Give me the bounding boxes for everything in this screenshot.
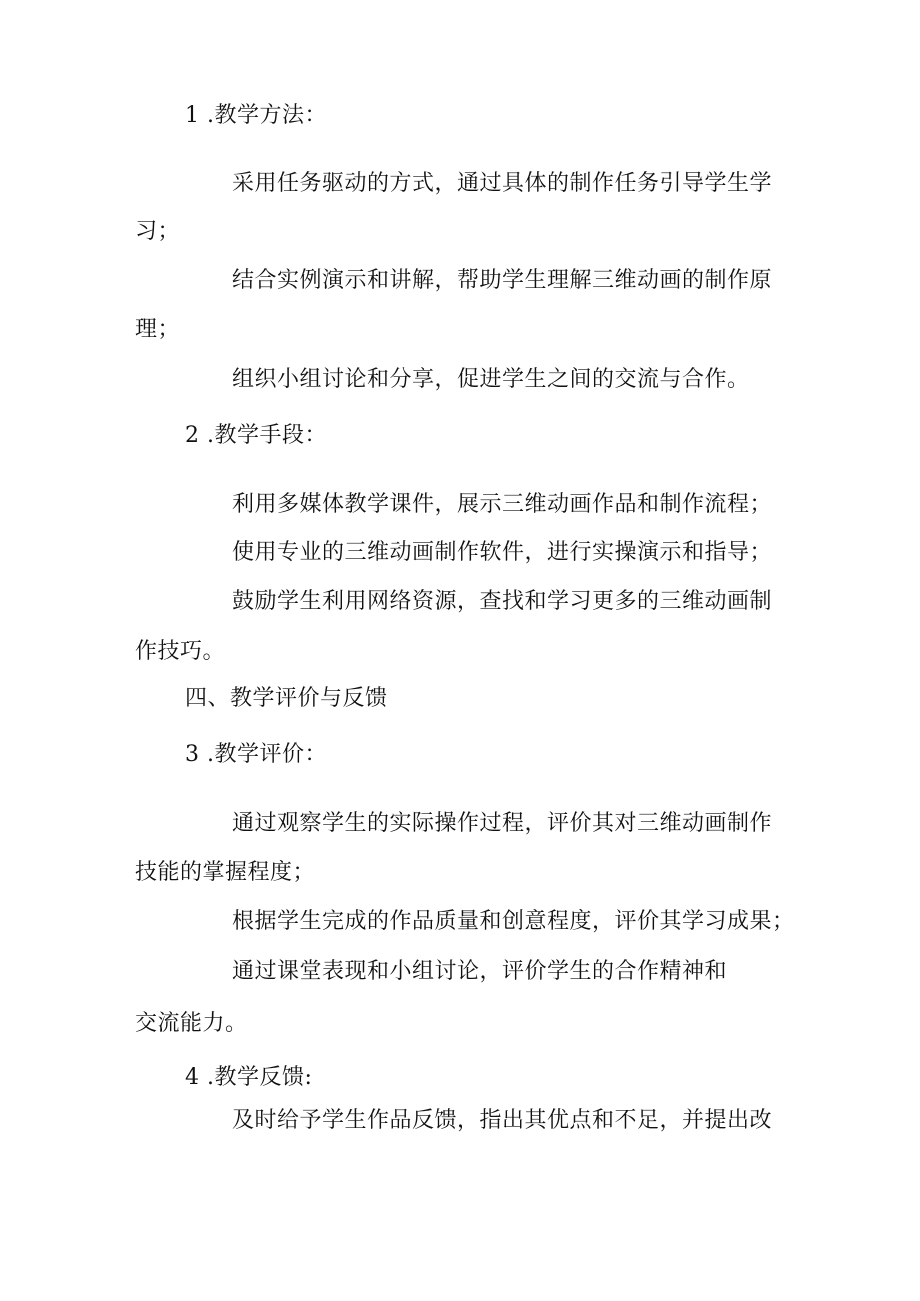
section-heading-teaching-tools: 2 .教学手段：	[185, 423, 327, 448]
paragraph-line: 根据学生完成的作品质量和创意程度，评价其学习成果；	[232, 909, 795, 934]
paragraph-continuation: 作技巧。	[135, 639, 226, 664]
paragraph-line: 采用任务驱动的方式，通过具体的制作任务引导学生学	[232, 171, 773, 196]
paragraph-line: 通过课堂表现和小组讨论，评价学生的合作精神和	[232, 959, 728, 984]
paragraph-line: 及时给予学生作品反馈，指出其优点和不足，并提出改	[232, 1108, 773, 1133]
paragraph-continuation: 理；	[135, 317, 181, 342]
paragraph-line: 鼓励学生利用网络资源，查找和学习更多的三维动画制	[232, 589, 773, 614]
paragraph-continuation: 交流能力。	[135, 1011, 248, 1036]
paragraph-line: 通过观察学生的实际操作过程，评价其对三维动画制作	[232, 811, 773, 836]
section-heading-teaching-feedback: 4 .教学反馈:	[185, 1065, 313, 1090]
paragraph-line: 利用多媒体教学课件，展示三维动画作品和制作流程；	[232, 492, 773, 517]
chapter-title: 四、教学评价与反馈	[185, 686, 388, 711]
section-heading-teaching-methods: 1 .教学方法：	[185, 103, 327, 128]
paragraph-continuation: 技能的掌握程度；	[135, 860, 316, 885]
section-heading-teaching-evaluation: 3 .教学评价：	[185, 742, 327, 767]
paragraph-line: 使用专业的三维动画制作软件，进行实操演示和指导；	[232, 540, 773, 565]
paragraph-continuation: 习；	[135, 219, 181, 244]
paragraph-line: 组织小组讨论和分享，促进学生之间的交流与合作。	[232, 367, 750, 392]
paragraph-line: 结合实例演示和讲解，帮助学生理解三维动画的制作原	[232, 268, 773, 293]
